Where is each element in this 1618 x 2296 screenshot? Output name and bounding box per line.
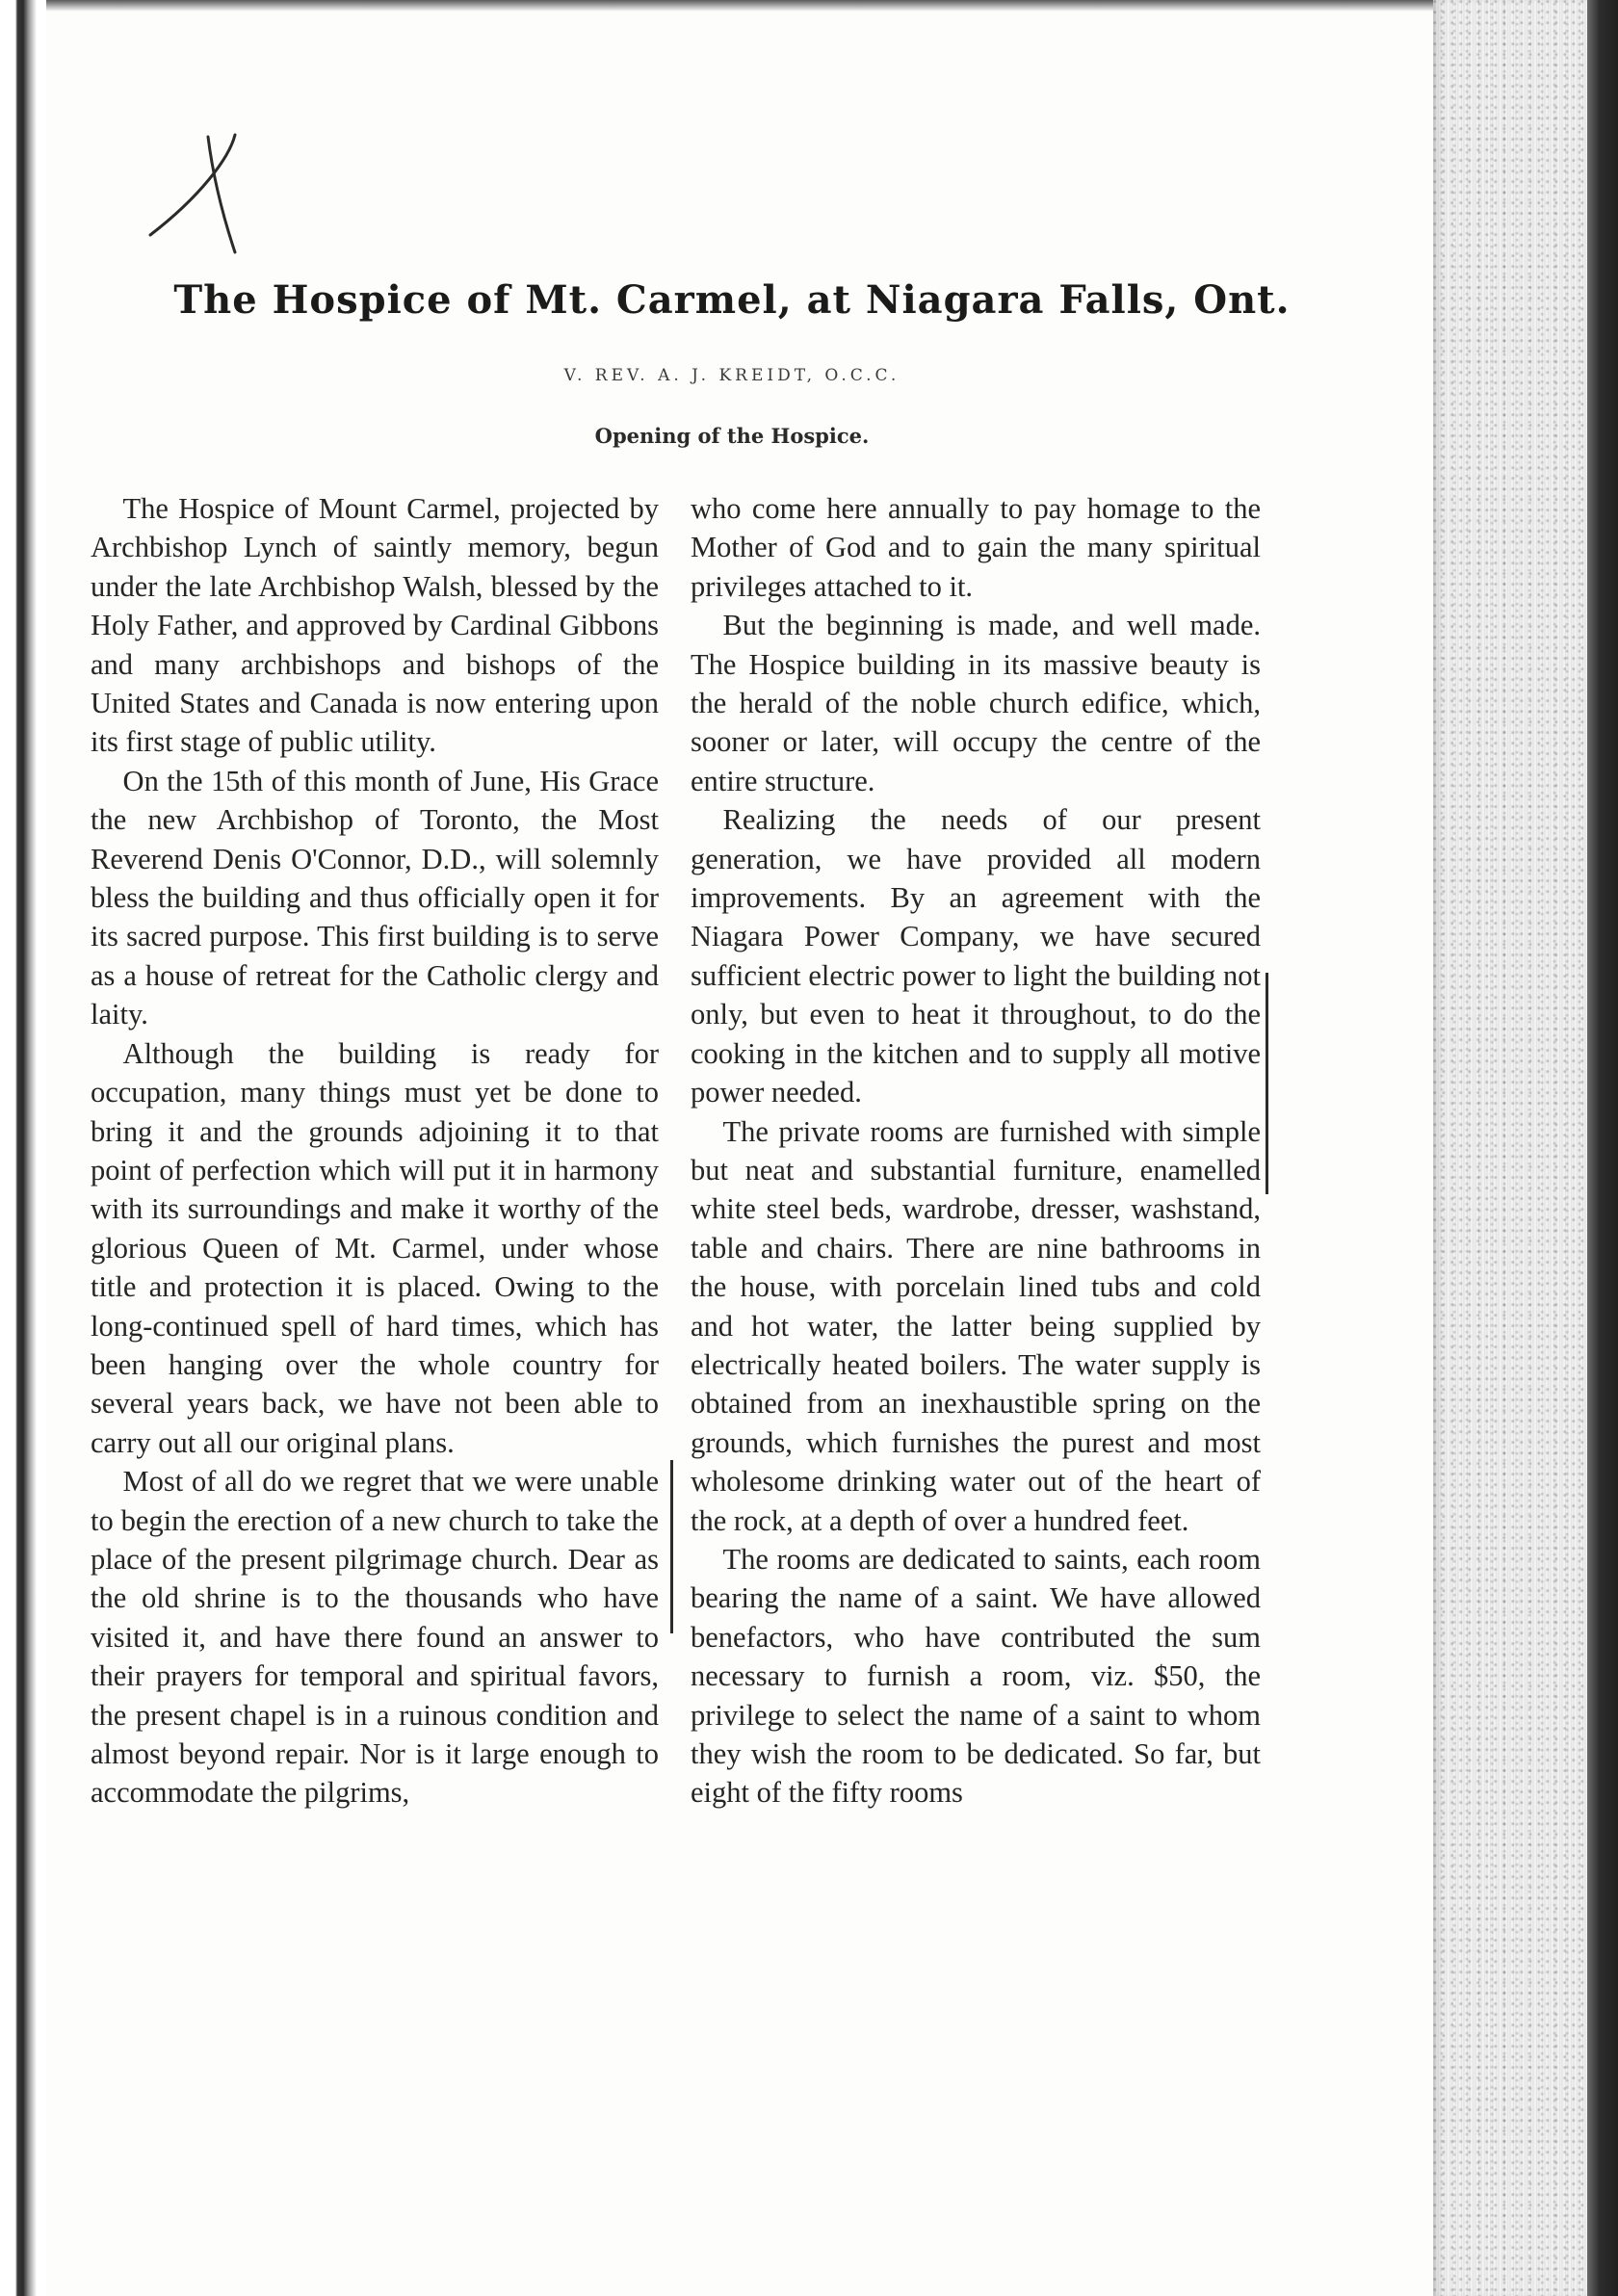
article-author: V. REV. A. J. KREIDT, O.C.C. — [563, 366, 900, 385]
article-subtitle: Opening of the Hospice. — [594, 424, 870, 448]
article-title: The Hospice of Mt. Carmel, at Niagara Falls, Ont. — [173, 277, 1291, 323]
paragraph: who come here annually to pay homage to the Mother of God and to gain the many spiritual privileges attached to it. — [691, 492, 1261, 603]
left-column — [91, 489, 659, 1813]
paragraph: Although the building is ready for occupation, many things must yet be done to bring it and the grounds adjoining it to that point of perfection which will put it in harmony with its surroundings and make it worthy of the glorious Queen of Mt. Carmel, under whose title and protection it is placed. Owing to the long-continued spell of hard times, which has been hanging over the whole country for several years back, we have not been able to carry out all our original plans. — [91, 1036, 659, 1459]
paragraph: The rooms are dedicated to saints, each room bearing the name of a saint. We have allowed benefactors, who have contributed the sum necessary to furnish a room, viz. $50, the privilege to select the name of a saint to whom they wish the room to be dedicated. So far, but eight of the fifty rooms — [691, 1542, 1261, 1810]
paragraph: Most of all do we regret that we were unable to begin the erection of a new church to take the place of the present pilgrimage church. Dear as the old shrine is to the thousands who have visited it, and have there found an answer to their prayers for temporal and spiritual favors, the present chapel is in a ruinous condition and almost beyond repair. Nor is it large enough to accommodate the pilgrims, — [91, 1465, 659, 1810]
margin-bracket-right — [1260, 973, 1268, 1194]
top-page-edge — [0, 0, 1618, 12]
pencil-x-mark — [143, 129, 268, 264]
right-column — [691, 489, 1261, 1813]
paragraph: But the beginning is made, and well made. The Hospice building in its massive beauty is the herald of the noble church edifice, which, sooner or later, will occupy the centre of the entire structure. — [691, 609, 1261, 797]
paragraph: The Hospice of Mount Carmel, projected by Archbishop Lynch of saintly memory, begun under the late Archbishop Walsh, blessed by the Holy Father, and approved by Cardinal Gibbons and many archbishops and bishops of the United States and Canada is now entering upon its first stage of public utility. — [91, 492, 659, 759]
paragraph: The private rooms are furnished with simple but neat and substantial furniture, enamelled white steel beds, wardrobe, dresser, washstand, table and chairs. There are nine bathrooms in the house, with porcelain lined tubs and cold and hot water, the latter being supplied by electrically heated boilers. The water supply is obtained from an inexhaustible spring on the grounds, which furnishes the purest and most wholesome drinking water out of the heart of the rock, at a depth of over a hundred feet. — [691, 1114, 1261, 1537]
paragraph: On the 15th of this month of June, His Grace the new Archbishop of Toronto, the Most Reverend Denis O'Connor, D.D., will solemnly bless the building and thus officially open it for its sacred purpose. This first building is to serve as a house of retreat for the Catholic clergy and laity. — [91, 764, 659, 1031]
stacked-page-edges — [1433, 0, 1587, 2296]
book-cover-edge — [1587, 0, 1618, 2296]
paragraph: Realizing the needs of our present generation, we have provided all modern improvements. By an agreement with the Niagara Power Company, we have secured sufficient electric power to light the building not only, but even to heat it throughout, to do the cooking in the kitchen and to supply all motive power needed. — [691, 803, 1261, 1109]
margin-bracket-left — [665, 1460, 673, 1633]
book-binding — [0, 0, 46, 2296]
